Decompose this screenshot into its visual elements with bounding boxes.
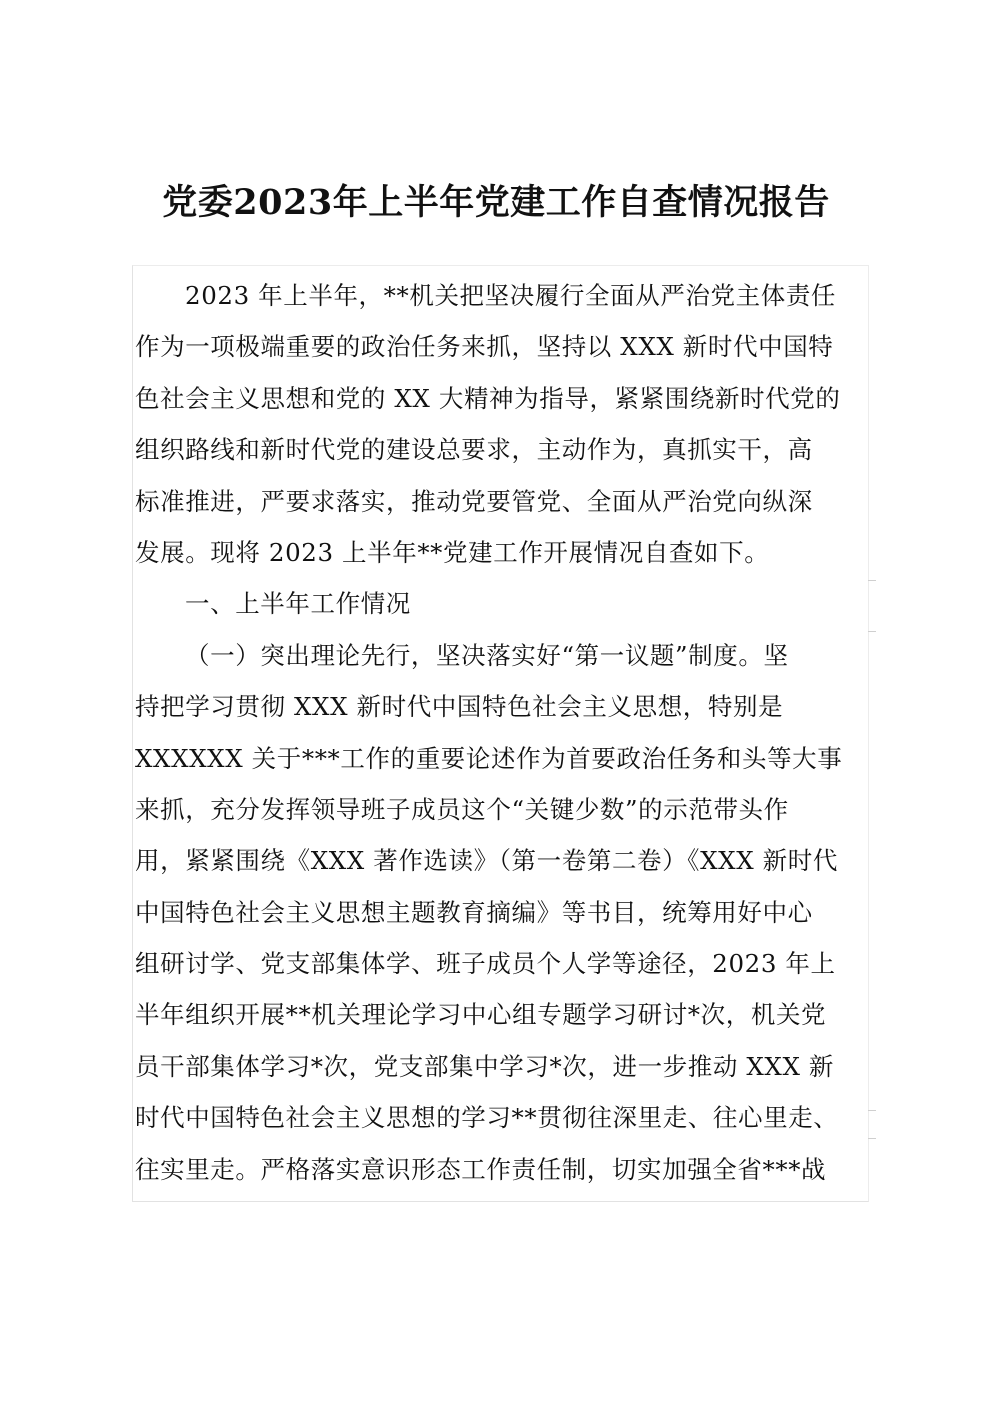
paragraph-line: 用，紧紧围绕《XXX 著作选读》（第一卷第二卷）《XXX 新时代 (135, 846, 838, 876)
paragraph-line: 员干部集体学习*次，党支部集中学习*次，进一步推动 XXX 新 (135, 1051, 834, 1081)
margin-mark (868, 1138, 876, 1139)
paragraph-line: 组织路线和新时代党的建设总要求，主动作为，真抓实干，高 (135, 435, 813, 465)
section-heading: 一、上半年工作情况 (185, 589, 411, 619)
paragraph-line: 往实里走。严格落实意识形态工作责任制，切实加强全省***战 (135, 1154, 827, 1184)
paragraph-line: （一）突出理论先行，坚决落实好“第一议题”制度。坚 (185, 640, 789, 670)
paragraph-line: 半年组织开展**机关理论学习中心组专题学习研讨*次，机关党 (135, 1000, 827, 1030)
paragraph-line: 来抓，充分发挥领导班子成员这个“关键少数”的示范带头作 (135, 794, 789, 824)
page-title: 党委2023年上半年党建工作自查情况报告 (162, 182, 830, 223)
paragraph-line: 色社会主义思想和党的 XX 大精神为指导，紧紧围绕新时代党的 (135, 383, 841, 413)
paragraph-line: 持把学习贯彻 XXX 新时代中国特色社会主义思想，特别是 (135, 692, 784, 722)
document-body (135, 270, 865, 1195)
paragraph-line: XXXXXX 关于***工作的重要论述作为首要政治任务和头等大事 (135, 743, 843, 773)
paragraph-line: 2023 年上半年，**机关把坚决履行全面从严治党主体责任 (185, 281, 837, 310)
paragraph-line: 时代中国特色社会主义思想的学习**贯彻往深里走、往心里走、 (135, 1103, 839, 1133)
paragraph-line: 组研讨学、党支部集体学、班子成员个人学等途径，2023 年上 (135, 949, 836, 979)
margin-mark (868, 1110, 876, 1111)
margin-mark (868, 580, 876, 581)
paragraph-line: 发展。现将 2023 上半年**党建工作开展情况自查如下。 (135, 537, 770, 567)
paragraph-line: 中国特色社会主义思想主题教育摘编》等书目，统筹用好中心 (135, 897, 813, 927)
paragraph-line: 作为一项极端重要的政治任务来抓，坚持以 XXX 新时代中国特 (135, 332, 834, 362)
margin-mark (868, 631, 876, 632)
paragraph-line: 标准推进，严要求落实，推动党要管党、全面从严治党向纵深 (135, 486, 813, 516)
